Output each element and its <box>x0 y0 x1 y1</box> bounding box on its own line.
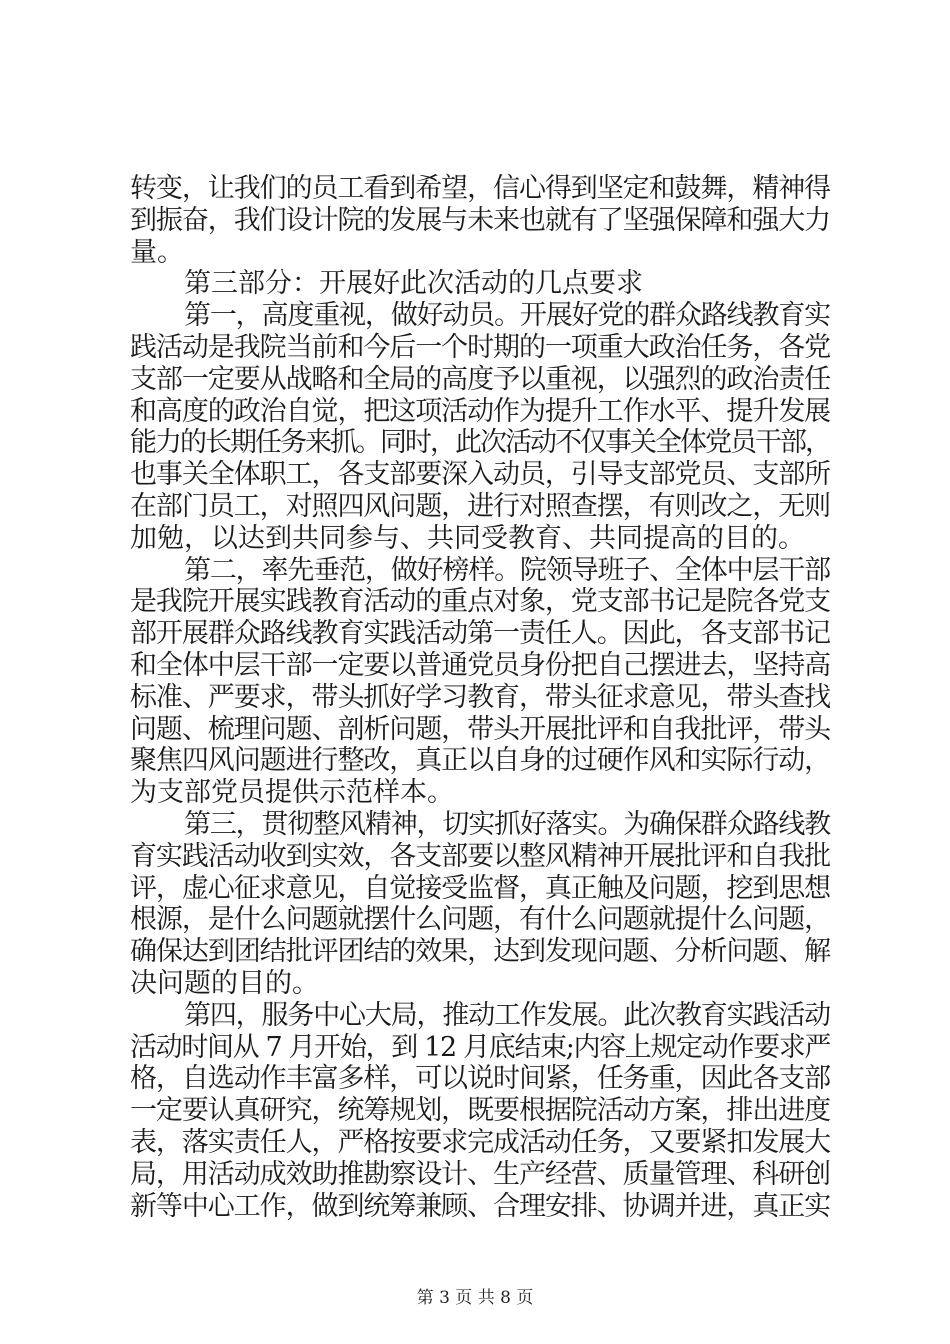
text-line: 确保达到团结批评团结的效果，达到发现问题、分析问题、解 <box>130 936 831 968</box>
text-line: 第二，率先垂范，做好榜样。院领导班子、全体中层干部 <box>184 554 830 586</box>
text-line: 一定要认真研究，统筹规划，既要根据院活动方案，排出进度 <box>130 1095 831 1127</box>
text-line: 量。 <box>130 236 184 268</box>
text-line: 决问题的目的。 <box>130 967 319 999</box>
text-line: 根源，是什么问题就摆什么问题，有什么问题就提什么问题， <box>130 904 831 936</box>
text-line: 第三，贯彻整风精神，切实抓好落实。为确保群众路线教 <box>184 808 830 840</box>
page-number-footer: 第 3 页 共 8 页 <box>416 1288 534 1308</box>
text-line: 践活动是我院当前和今后一个时期的一项重大政治任务，各党 <box>130 331 831 363</box>
text-line: 聚焦四风问题进行整改，真正以自身的过硬作风和实际行动， <box>130 745 831 777</box>
text-line: 也事关全体职工，各支部要深入动员，引导支部党员、支部所 <box>130 459 831 491</box>
text-line: 育实践活动收到实效，各支部要以整风精神开展批评和自我批 <box>130 840 831 872</box>
text-line: 支部一定要从战略和全局的高度予以重视，以强烈的政治责任 <box>130 363 831 395</box>
text-line: 活动时间从 7 月开始，到 12 月底结束;内容上规定动作要求严 <box>130 1031 831 1063</box>
text-line: 局，用活动成效助推勘察设计、生产经营、质量管理、科研创 <box>130 1158 831 1190</box>
text-line: 部开展群众路线教育实践活动第一责任人。因此，各支部书记 <box>130 618 831 650</box>
text-line: 转变，让我们的员工看到希望，信心得到坚定和鼓舞，精神得 <box>130 173 831 204</box>
text-line: 新等中心工作，做到统筹兼顾、合理安排、协调并进，真正实 <box>130 1190 831 1222</box>
text-line: 加勉，以达到共同参与、共同受教育、共同提高的目的。 <box>130 522 805 554</box>
text-line: 表，落实责任人，严格按要求完成活动任务，又要紧扣发展大 <box>130 1126 831 1158</box>
text-line: 和全体中层干部一定要以普通党员身份把自己摆进去，坚持高 <box>130 649 831 681</box>
text-line: 评，虚心征求意见，自觉接受监督，真正触及问题，挖到思想 <box>130 872 831 904</box>
text-line: 第一，高度重视，做好动员。开展好党的群众路线教育实 <box>184 300 830 332</box>
text-line: 和高度的政治自觉，把这项活动作为提升工作水平、提升发展 <box>130 395 831 427</box>
text-line: 格，自选动作丰富多样，可以说时间紧，任务重，因此各支部 <box>130 1063 831 1095</box>
text-line: 能力的长期任务来抓。同时，此次活动不仅事关全体党员干部， <box>130 427 830 459</box>
text-line: 为支部党员提供示范样本。 <box>130 777 454 809</box>
document-body <box>130 173 830 1222</box>
text-line: 在部门员工，对照四风问题，进行对照查摆，有则改之，无则 <box>130 490 831 522</box>
text-line: 是我院开展实践教育活动的重点对象，党支部书记是院各党支 <box>130 586 831 618</box>
text-line: 问题、梳理问题、剖析问题，带头开展批评和自我批评，带头 <box>130 713 831 745</box>
text-line: 第三部分：开展好此次活动的几点要求 <box>184 268 643 300</box>
text-line: 标准、严要求，带头抓好学习教育，带头征求意见，带头查找 <box>130 681 831 713</box>
text-line: 第四，服务中心大局，推动工作发展。此次教育实践活动 <box>184 999 830 1031</box>
text-line: 到振奋，我们设计院的发展与未来也就有了坚强保障和强大力 <box>130 204 831 236</box>
